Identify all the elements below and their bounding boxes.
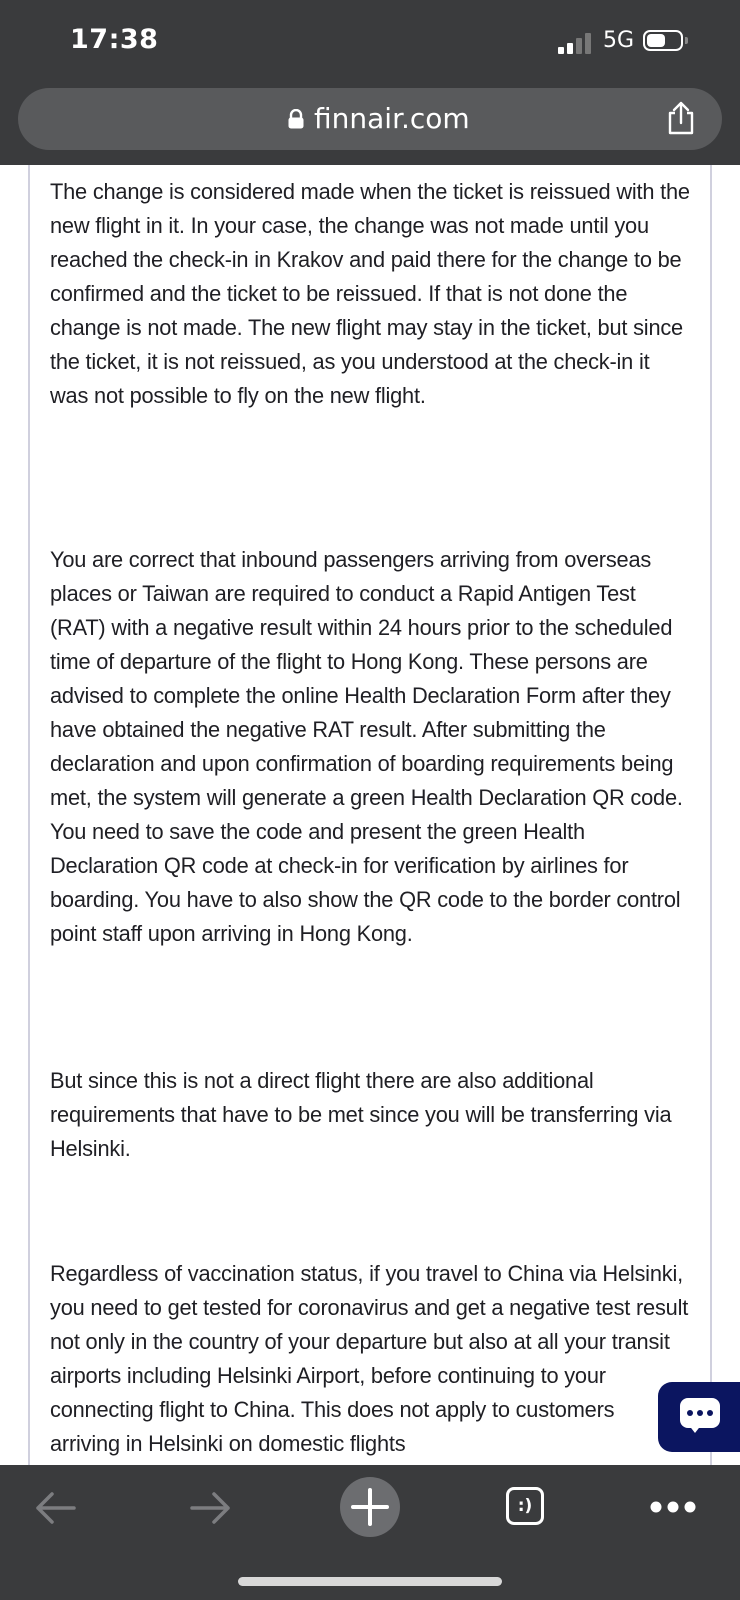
more-icon[interactable] (650, 1500, 696, 1514)
status-time: 17:38 (70, 24, 159, 55)
battery-icon (643, 30, 683, 51)
plus-icon[interactable] (339, 1476, 401, 1538)
network-type: 5G (603, 28, 635, 53)
lock-icon (286, 109, 306, 129)
chat-icon (680, 1398, 720, 1428)
tabs-icon[interactable]: :) (506, 1487, 544, 1525)
forward-arrow-icon[interactable] (188, 1490, 234, 1526)
signal-icon (558, 30, 594, 54)
back-arrow-icon[interactable] (32, 1490, 78, 1526)
status-bar (0, 0, 740, 82)
browser-toolbar (0, 1465, 740, 1600)
home-indicator[interactable] (238, 1577, 502, 1586)
url-text: finnair.com (314, 102, 470, 135)
paragraph-ticket-change: The change is considered made when the ticket is reissued with the new flight in it. In your case, the change was not made until you reached the check-in in Krakov and paid there for the change to be confirmed and the ticket to be reissued. If that is not done the change is not made. The new flight may stay in the ticket, but since the ticket, it is not reissued, as you understood at the check-in it was not possible to fly on the new flight. (50, 179, 690, 408)
paragraph-transfer-note: But since this is not a direct flight there are also additional requirements that have to be met since you will be transferring via Helsinki. (50, 1068, 672, 1161)
chat-button[interactable] (658, 1382, 740, 1452)
share-icon[interactable] (664, 100, 698, 136)
page-content[interactable] (0, 165, 740, 1465)
address-bar[interactable] (18, 88, 722, 150)
paragraph-hong-kong-requirements: You are correct that inbound passengers arriving from overseas places or Taiwan are required to conduct a Rapid Antigen Test (RAT) with a negative result within 24 hours prior to the scheduled time of departure of the flight to Hong Kong. These persons are advised to complete the online Health Declaration Form after they have obtained the negative RAT result. After submitting the declaration and upon confirmation of boarding requirements being met, the system will generate a green Health Declaration QR code. You need to save the code and present the green Health Declaration QR code at check-in for verification by airlines for boarding. You have to also show the QR code to the border control point staff upon arriving in Hong Kong. (50, 547, 683, 946)
paragraph-china-transit: Regardless of vaccination status, if you travel to China via Helsinki, you need to get tested for coronavirus and get a negative test result not only in the country of your departure but also at all your transit airports including Helsinki Airport, before continuing to your connecting flight to China. This does not apply to customers arriving in Helsinki on domestic flights (50, 1261, 689, 1456)
